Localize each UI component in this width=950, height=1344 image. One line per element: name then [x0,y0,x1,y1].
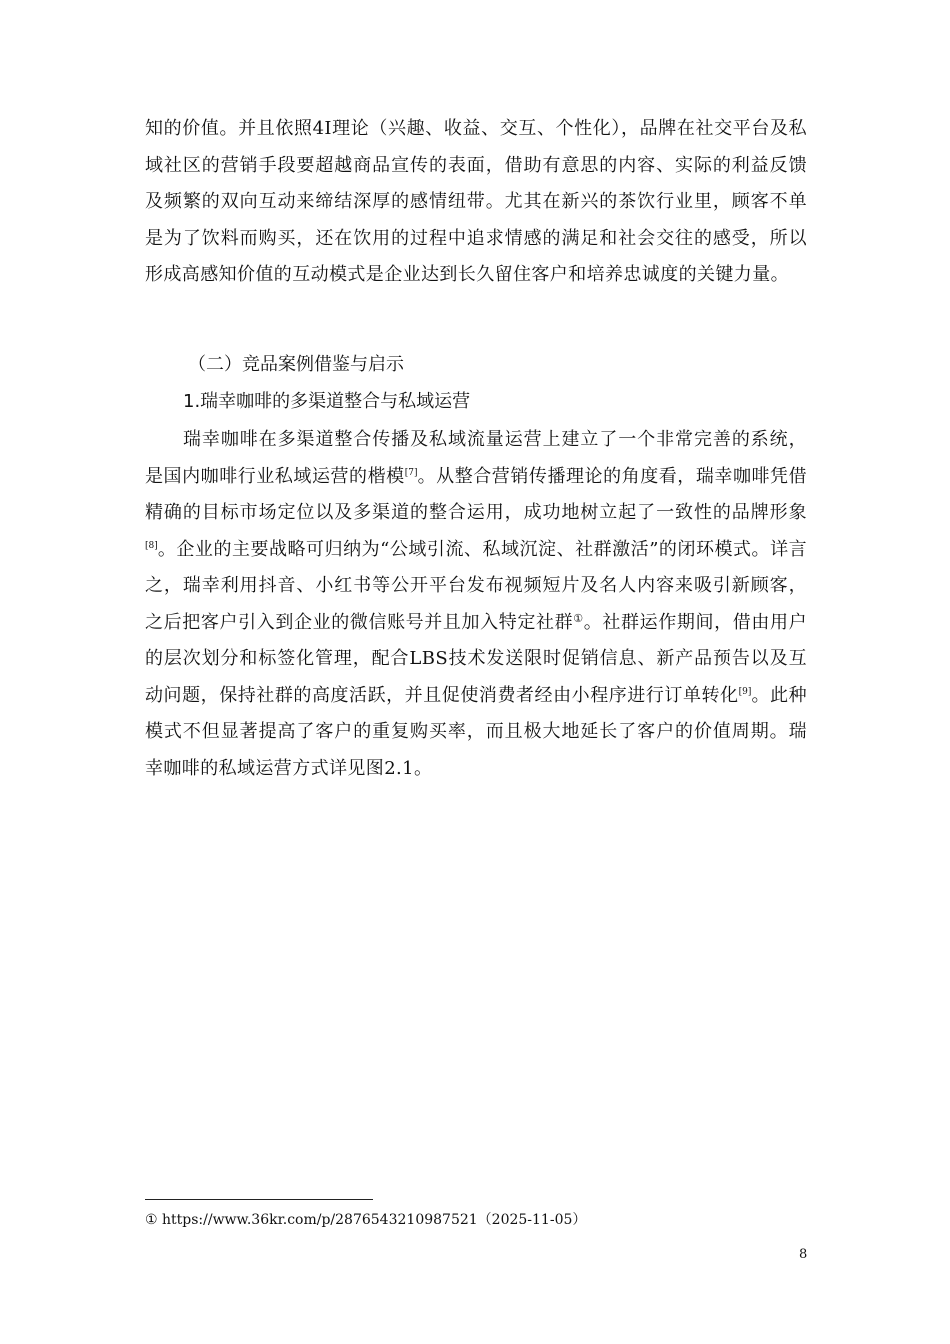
footnote-text: ① https://www.36kr.com/p/2876543210987521（2025-11-05） [145,1212,587,1228]
paragraph-2-sentence-3: 。企业的主要战略可归纳为“公域引流、私域沉淀、社群激活”的闭环模式。详言之，瑞幸利用抖音、小红书等公开平台发布视频短片及名人内容来吸引新顾客，之后把客户引入到企业的微信账号并且加入特定社群 [145,538,807,633]
paragraph-2-sentence-2: 。从整合营销传播理论的角度看，瑞幸咖啡凭借精确的目标市场定位以及多渠道的整合运用，成功地树立起了一致性的品牌形象 [145,465,807,523]
page-number: 8 [799,1247,808,1262]
paragraph-2-sentence-1: 瑞幸咖啡在多渠道整合传播及私域流量运营上建立了一个非常完善的系统，是国内咖啡行业私域运营的楷模 [145,429,807,487]
subsection-heading: 1.瑞幸咖啡的多渠道整合与私域运营 [183,391,471,412]
paragraph-1-text: 知的价值。并且依照4I理论（兴趣、收益、交互、个性化），品牌在社交平台及私域社区的营销手段要超越商品宣传的表面，借助有意思的内容、实际的利益反馈及频繁的双向互动来缔结深厚的感情纽带。尤其在新兴的茶饮行业里，顾客不单是为了饮料而购买，还在饮用的过程中追求情感的满足和社会交往的感受，所以形成高感知价值的互动模式是企业达到长久留住客户和培养忠诚度的关键力量。 [145,118,807,285]
section-heading: （二）竞品案例借鉴与启示 [188,354,404,375]
citation-ref-8: [8] [145,540,158,551]
paragraph-2-text [145,422,807,787]
body-paragraph-1 [145,111,807,294]
paragraph-2-sentence-4: 。社群运作期间，借由用户的层次划分和标签化管理，配合LBS技术发送限时促销信息、新产品预告以及互动问题，保持社群的高度活跃，并且促使消费者经由小程序进行订单转化 [145,611,807,706]
paragraph-2-sentence-5: 。此种模式不但显著提高了客户的重复购买率，而且极大地延长了客户的价值周期。瑞幸咖啡的私域运营方式详见图2.1。 [145,684,808,779]
footnote-marker: ① [573,611,584,625]
citation-ref-7: [7] [404,467,418,478]
body-paragraph-2 [145,422,807,787]
footnote-separator [145,1199,373,1200]
citation-ref-9: [9] [738,686,752,697]
